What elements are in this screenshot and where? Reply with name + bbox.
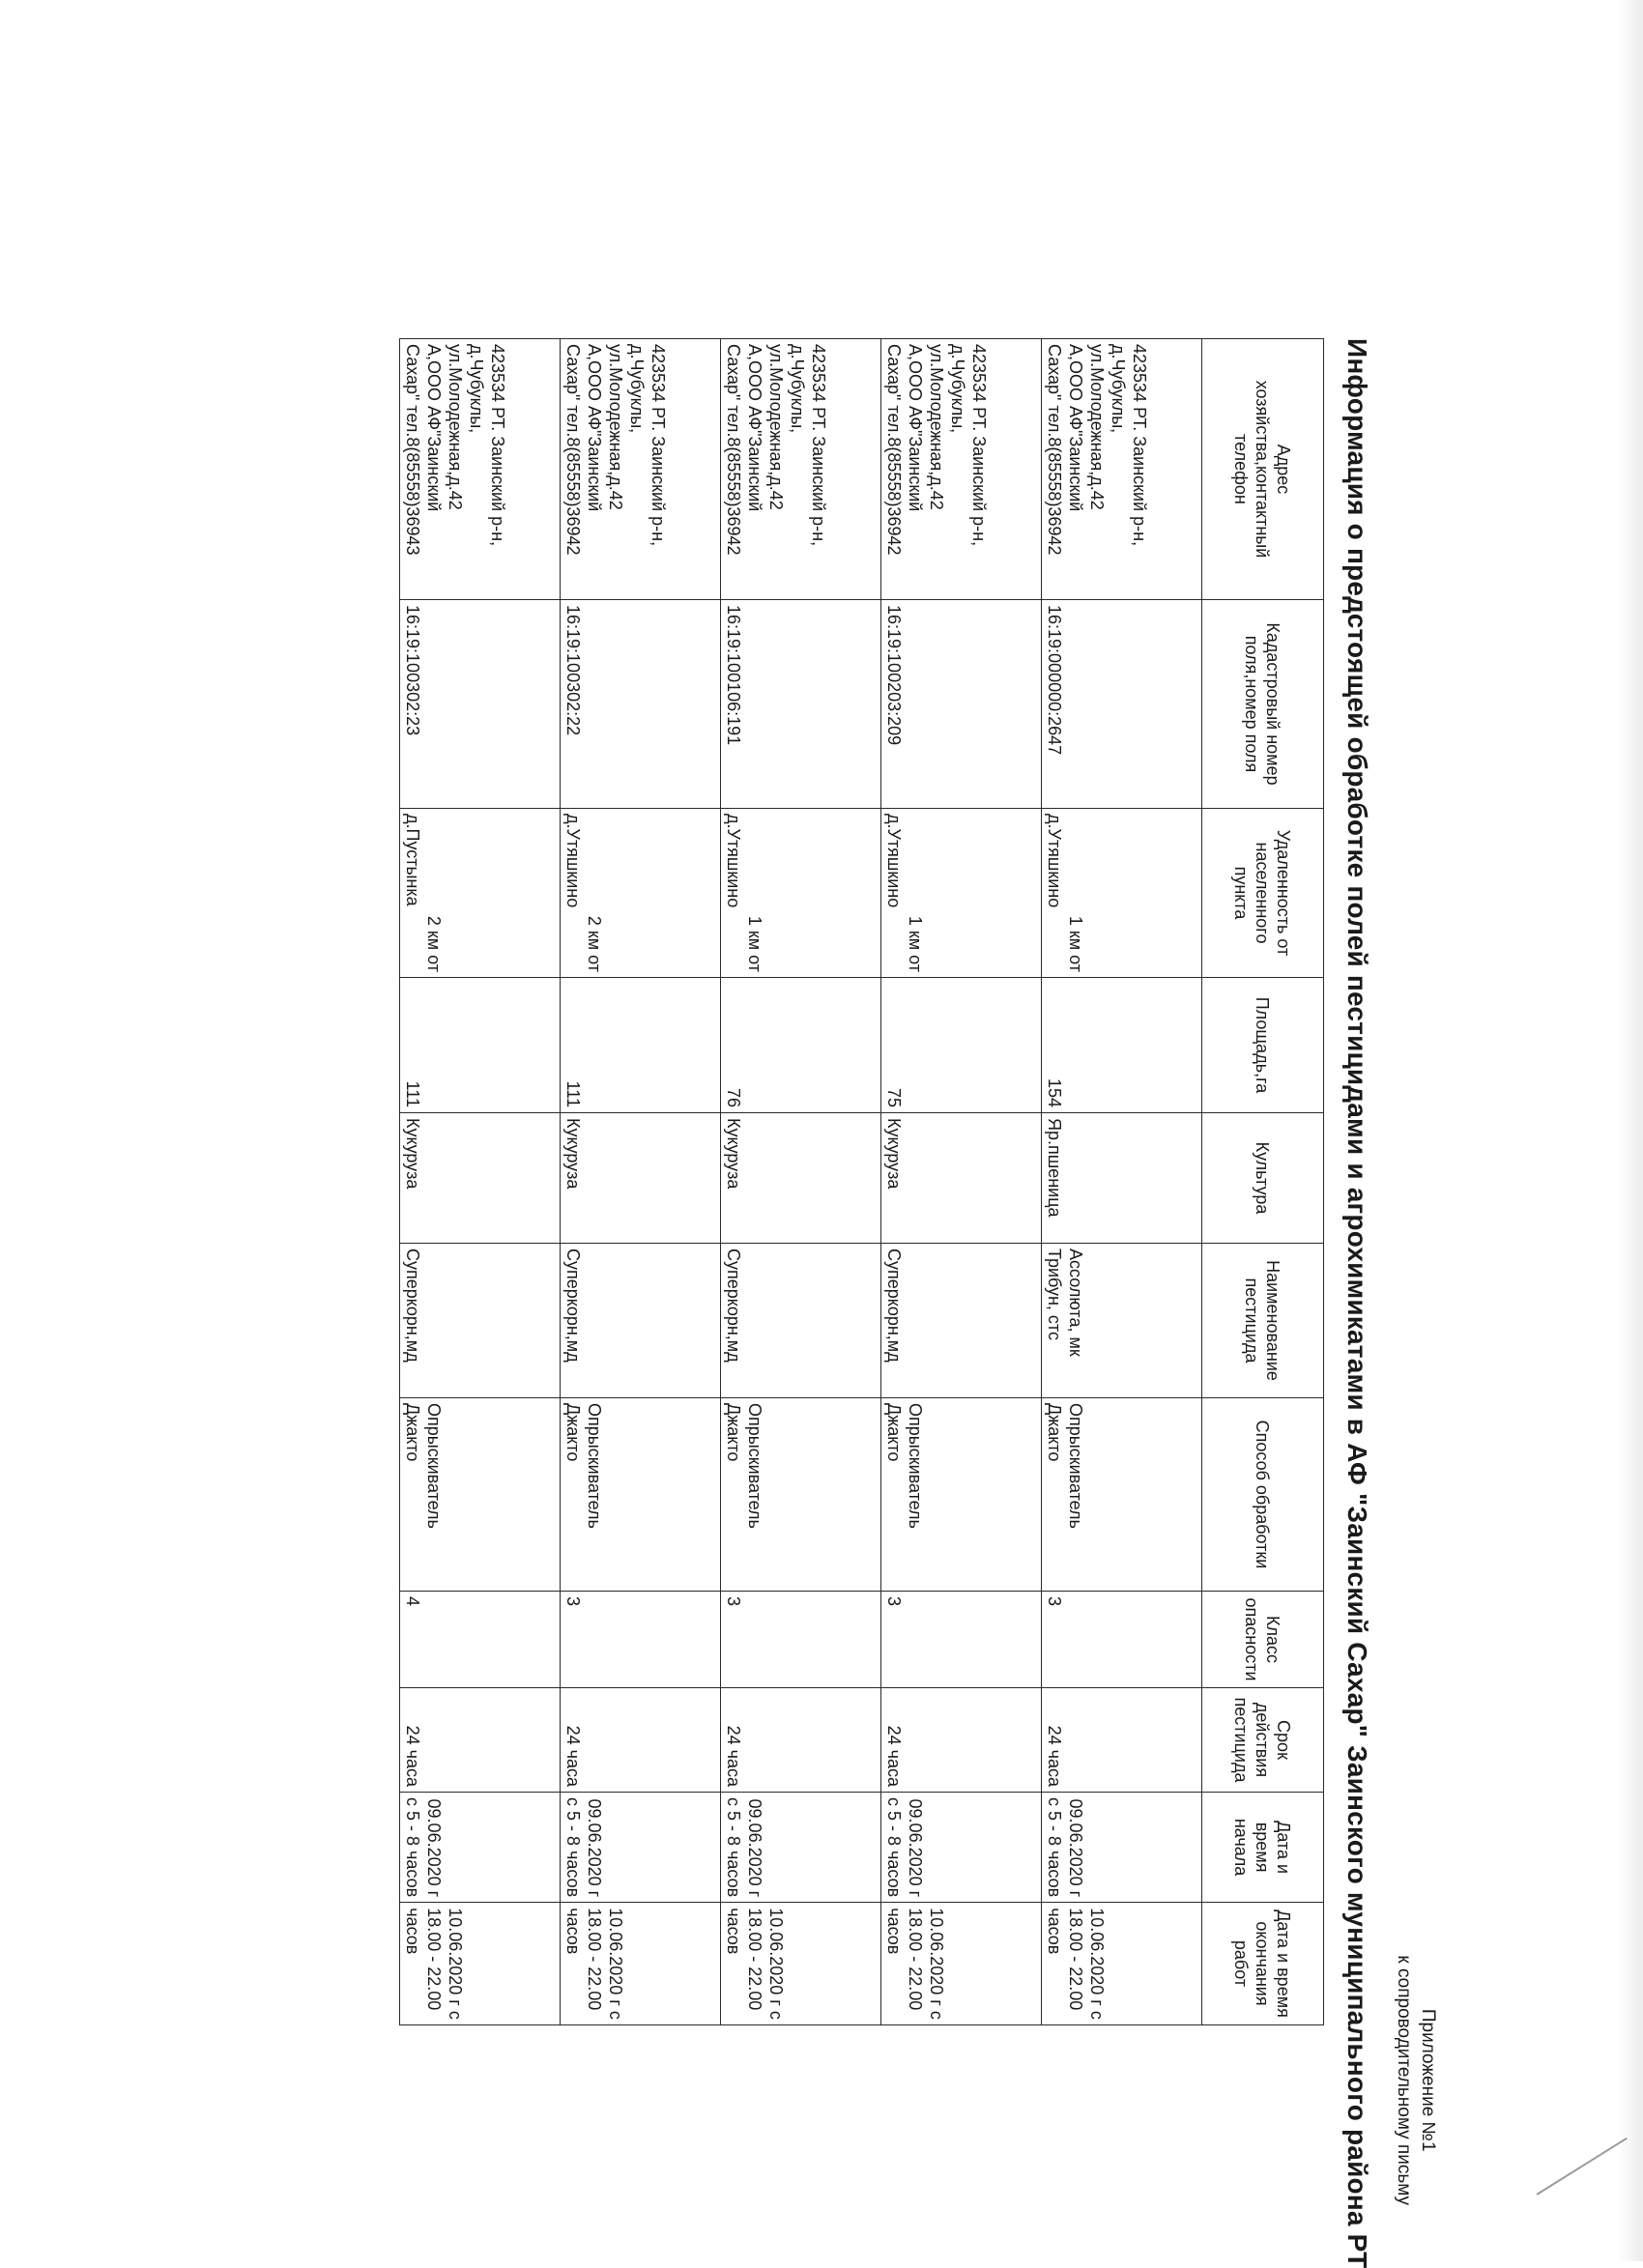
table-header-row (1202, 339, 1324, 2025)
cell-method (1042, 1398, 1202, 1592)
cell-distance (561, 809, 721, 978)
method-line: Джакто (1045, 1403, 1064, 1462)
end-line: часов (563, 1908, 583, 1955)
end-line: 18.00 - 22.00 (585, 1908, 604, 2011)
start-line: с 5 - 8 часов (884, 1797, 904, 1898)
method-line: Опрыскиватель (424, 1403, 444, 1529)
address-line: Сахар" тел.8(85558)36943 (403, 344, 422, 556)
distance-line: 1 км от (745, 915, 764, 972)
end-line: 10.06.2020 г с (1087, 1908, 1107, 2020)
address-line: 423534 РТ. Заинский р-н, (649, 344, 668, 547)
cell-crop: Кукуруза (721, 1113, 881, 1244)
cell-end (721, 1903, 881, 2025)
cell-method (721, 1398, 881, 1592)
cell-pesticide (721, 1244, 881, 1398)
end-line: 18.00 - 22.00 (424, 1908, 444, 2011)
cell-start (881, 1793, 1042, 1903)
cell-method (881, 1398, 1042, 1592)
cell-address (400, 339, 561, 600)
cell-end (400, 1903, 561, 2025)
address-line: ул.Молодежная,д.42 (1087, 344, 1107, 510)
cell-distance (881, 809, 1042, 978)
cell-distance (1042, 809, 1202, 978)
address-line: А,ООО АФ"Заинский (906, 344, 925, 512)
header-text: Кадастровый номер (1263, 622, 1283, 786)
cell-hazard: 3 (721, 1592, 881, 1688)
cell-method (561, 1398, 721, 1592)
header-text: пестицида (1242, 1278, 1262, 1364)
header-text: Способ обработки (1253, 1420, 1273, 1569)
cell-end (1042, 1903, 1202, 2025)
distance-line: д.Утяшкино (1045, 814, 1064, 908)
document-title: Информация о предстоящей обработке полей пестицидами и агрохимикатами в АФ "Заинский Сахар" Заинского муниципального района РТ (1342, 338, 1372, 2268)
appendix-line-1: Приложение №1 (1418, 2008, 1438, 2152)
header-text: опасности (1242, 1597, 1262, 1681)
address-line: ул.Молодежная,д.42 (766, 344, 786, 510)
pesticide-line: Суперкорн,мд (563, 1249, 583, 1363)
start-line: с 5 - 8 часов (563, 1797, 583, 1898)
start-line: 09.06.2020 г (424, 1798, 444, 1898)
table-row (561, 339, 721, 2025)
method-line: Джакто (563, 1403, 583, 1462)
address-line: Сахар" тел.8(85558)36942 (1045, 344, 1064, 556)
header-pesticide (1202, 1244, 1324, 1398)
address-line: 423534 РТ. Заинский р-н, (488, 344, 507, 547)
cell-crop: Кукуруза (881, 1113, 1042, 1244)
scan-edge-shadow (1618, 0, 1643, 2261)
cell-area: 154 (1042, 978, 1202, 1113)
start-line: с 5 - 8 часов (724, 1797, 743, 1898)
header-end (1202, 1903, 1324, 2025)
cell-crop: Кукуруза (561, 1113, 721, 1244)
pesticide-line: Трибун, стс (1045, 1249, 1064, 1340)
address-line: д.Чубуклы, (948, 344, 967, 434)
cell-address (881, 339, 1042, 600)
cell-term: 24 часа (721, 1688, 881, 1793)
header-start (1202, 1793, 1324, 1903)
table-row (881, 339, 1042, 2025)
cell-cadastral: 16:19:100302:23 (400, 600, 561, 809)
cell-end (561, 1903, 721, 2025)
pesticide-line: Суперкорн,мд (884, 1249, 904, 1363)
header-address (1202, 339, 1324, 600)
end-line: 10.06.2020 г с (927, 1908, 946, 2020)
header-text: Адрес (1274, 444, 1294, 495)
scan-mark (1536, 2138, 1627, 2196)
method-line: Джакто (884, 1403, 904, 1462)
cell-cadastral: 16:19:100302:22 (561, 600, 721, 809)
distance-line: 2 км от (585, 915, 604, 972)
end-line: часов (403, 1908, 422, 1955)
address-line: А,ООО АФ"Заинский (424, 344, 444, 512)
start-line: 09.06.2020 г (1066, 1798, 1085, 1898)
method-line: Джакто (403, 1403, 422, 1462)
table-row (1042, 339, 1202, 2025)
header-text: Дата и время (1274, 1909, 1294, 2018)
header-text: хозяйства,контактный (1253, 380, 1273, 559)
table-row (400, 339, 561, 2025)
end-line: 18.00 - 22.00 (1066, 1908, 1085, 2011)
header-text: Площадь,га (1253, 996, 1273, 1094)
header-text: действия (1253, 1702, 1273, 1778)
address-line: д.Чубуклы, (627, 344, 647, 434)
cell-address (1042, 339, 1202, 600)
start-line: 09.06.2020 г (585, 1798, 604, 1898)
cell-term: 24 часа (1042, 1688, 1202, 1793)
cell-term: 24 часа (881, 1688, 1042, 1793)
cell-cadastral: 16:19:100106:191 (721, 600, 881, 809)
address-line: д.Чубуклы, (467, 344, 486, 434)
header-text: начала (1231, 1818, 1252, 1877)
address-line: А,ООО АФ"Заинский (745, 344, 764, 512)
cell-hazard: 4 (400, 1592, 561, 1688)
header-crop (1202, 1113, 1324, 1244)
cell-term: 24 часа (400, 1688, 561, 1793)
header-text: населенного (1253, 842, 1273, 944)
end-line: часов (884, 1908, 904, 1955)
method-line: Опрыскиватель (585, 1403, 604, 1529)
cell-area: 75 (881, 978, 1042, 1113)
cell-area: 76 (721, 978, 881, 1113)
distance-line: 2 км от (424, 915, 444, 972)
header-text: Срок (1274, 1720, 1294, 1760)
address-line: ул.Молодежная,д.42 (606, 344, 625, 510)
start-line: 09.06.2020 г (745, 1798, 764, 1898)
table-body (400, 339, 1202, 2025)
end-line: 10.06.2020 г с (446, 1908, 465, 2020)
appendix-line-2: к сопроводительному письму (1394, 1955, 1414, 2205)
header-area (1202, 978, 1324, 1113)
header-hazard (1202, 1592, 1324, 1688)
cell-hazard: 3 (1042, 1592, 1202, 1688)
address-line: 423534 РТ. Заинский р-н, (969, 344, 989, 547)
cell-pesticide (400, 1244, 561, 1398)
method-line: Опрыскиватель (1066, 1403, 1085, 1529)
header-text: работ (1231, 1939, 1252, 1988)
header-text: пункта (1231, 866, 1252, 920)
address-line: Сахар" тел.8(85558)36942 (884, 344, 904, 556)
address-line: Сахар" тел.8(85558)36942 (724, 344, 743, 556)
rotated-document-sheet (387, 300, 1440, 2268)
address-line: 423534 РТ. Заинский р-н, (1130, 344, 1149, 547)
cell-cadastral: 16:19:100203:209 (881, 600, 1042, 809)
header-text: Наименование (1263, 1260, 1283, 1381)
cell-crop: Кукуруза (400, 1113, 561, 1244)
pesticide-line: Суперкорн,мд (403, 1249, 422, 1363)
header-cadastral (1202, 600, 1324, 809)
header-text: пестицида (1231, 1697, 1252, 1783)
end-line: 10.06.2020 г с (766, 1908, 786, 2020)
header-text: Культура (1253, 1141, 1273, 1215)
cell-method (400, 1398, 561, 1592)
cell-area: 111 (561, 978, 721, 1113)
cell-address (721, 339, 881, 600)
header-text: телефон (1231, 434, 1252, 504)
treatment-table (399, 338, 1324, 2025)
appendix-note (1392, 1955, 1440, 2205)
cell-distance (721, 809, 881, 978)
distance-line: д.Пустынка (403, 814, 422, 906)
header-text: поля,номер поля (1242, 635, 1262, 773)
distance-line: 1 км от (1066, 915, 1085, 972)
pesticide-line: Суперкорн,мд (724, 1249, 743, 1363)
cell-address (561, 339, 721, 600)
header-term (1202, 1688, 1324, 1793)
address-line: ул.Молодежная,д.42 (927, 344, 946, 510)
distance-line: 1 км от (906, 915, 925, 972)
distance-line: д.Утяшкино (563, 814, 583, 908)
header-text: время (1253, 1822, 1273, 1873)
header-distance (1202, 809, 1324, 978)
address-line: 423534 РТ. Заинский р-н, (809, 344, 828, 547)
cell-hazard: 3 (881, 1592, 1042, 1688)
cell-cadastral: 16:19:000000:2647 (1042, 600, 1202, 809)
start-line: 09.06.2020 г (906, 1798, 925, 1898)
method-line: Опрыскиватель (745, 1403, 764, 1529)
end-line: 18.00 - 22.00 (745, 1908, 764, 2011)
cell-hazard: 3 (561, 1592, 721, 1688)
address-line: д.Чубуклы, (788, 344, 807, 434)
address-line: Сахар" тел.8(85558)36942 (563, 344, 583, 556)
end-line: часов (724, 1908, 743, 1955)
cell-area: 111 (400, 978, 561, 1113)
distance-line: д.Утяшкино (884, 814, 904, 908)
cell-term: 24 часа (561, 1688, 721, 1793)
cell-end (881, 1903, 1042, 2025)
start-line: с 5 - 8 часов (403, 1797, 422, 1898)
cell-pesticide (561, 1244, 721, 1398)
end-line: часов (1045, 1908, 1064, 1955)
cell-crop: Яр.пшеница (1042, 1113, 1202, 1244)
cell-start (721, 1793, 881, 1903)
cell-distance (400, 809, 561, 978)
header-text: окончания (1253, 1921, 1273, 2006)
pesticide-line: Ассолюта, мк (1066, 1249, 1085, 1357)
end-line: 18.00 - 22.00 (906, 1908, 925, 2011)
distance-line: д.Утяшкино (724, 814, 743, 908)
cell-start (1042, 1793, 1202, 1903)
cell-pesticide (881, 1244, 1042, 1398)
address-line: ул.Молодежная,д.42 (446, 344, 465, 510)
header-text: Класс (1263, 1616, 1283, 1663)
end-line: 10.06.2020 г с (606, 1908, 625, 2020)
cell-pesticide (1042, 1244, 1202, 1398)
address-line: д.Чубуклы, (1109, 344, 1128, 434)
method-line: Джакто (724, 1403, 743, 1462)
header-text: Дата и (1274, 1821, 1294, 1875)
header-method (1202, 1398, 1324, 1592)
start-line: с 5 - 8 часов (1045, 1797, 1064, 1898)
address-line: А,ООО АФ"Заинский (585, 344, 604, 512)
cell-start (400, 1793, 561, 1903)
table-row (721, 339, 881, 2025)
cell-start (561, 1793, 721, 1903)
method-line: Опрыскиватель (906, 1403, 925, 1529)
address-line: А,ООО АФ"Заинский (1066, 344, 1085, 512)
header-text: Удаленность от (1274, 829, 1294, 957)
